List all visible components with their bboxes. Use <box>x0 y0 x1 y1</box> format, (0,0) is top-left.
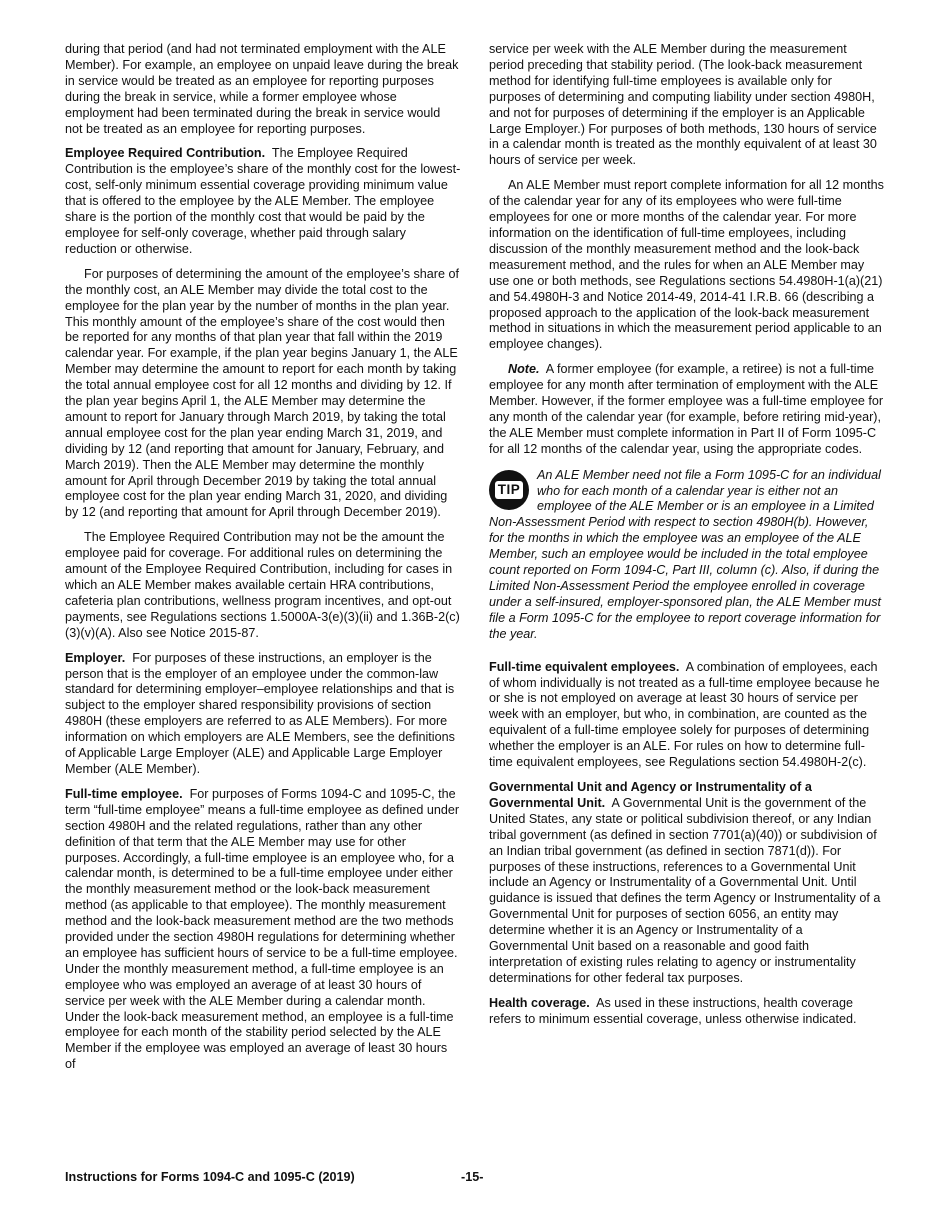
paragraph-monthly-cost: For purposes of determining the amount of the employee’s share of the monthly cost, an ALE Member may divide the total cost to the employee for the plan year by the number of months in the plan year. This monthly amount of the employee’s share of the cost would then be reported for any months of that plan year that fall within the 2019 calendar year. For example, if the plan year begins January 1, the ALE Member may determine the amount to report for each month by taking the total annual employee cost for all 12 months and dividing by 12. If the plan year begins April 1, the ALE Member may determine the amount to report for January through March 2019, by taking the total annual employee cost for the plan year ending March 31, 2019, and dividing by 12 (and reporting that amount for January, February, and March 2019). Then the ALE Member may determine the monthly amount for April through December 2019 by taking the total annual employee cost for the plan year ending March 31, 2020, and dividing by 12 (and reporting that amount for April through December 2019). <box>65 266 459 520</box>
term-employer: Employer. <box>65 650 126 665</box>
note-label: Note. <box>508 362 540 377</box>
paragraph-erc-additional-rules: The Employee Required Contribution may not be the amount the employee paid for coverage. For additional rules on determining the amount of the Employee Required Contribution, including for cases in which an ALE Member makes available certain HRA contributions, cafeteria plan contributions, wellness program incentives, and opt-out payments, see Regulations sections 1.5000A-3(e)(3)(ii) and 1.36B-2(c)(3)(v)(A). Also see Notice 2015-87. <box>65 530 460 640</box>
paragraph-governmental-unit: Governmental Unit and Agency or Instrumentality of a Governmental Unit. A Governmental Unit is the government of the United States, any state or political subdivision thereof, or any Indian tribal government (as defined in section 7701(a)(40)) or subdivision of an Indian tribal government (as defined in section 7871(d)). For purposes of these instructions, references to a Governmental Unit include an Agency or Instrumentality of a Governmental Unit. Until guidance is issued that defines the term Agency or Instrumentality of a Governmental Unit for purposes of section 6056, an entity may determine whether it is an Agency or Instrumentality of a Governmental Unit based on a reasonable and good faith interpretation of existing rules relating to agency or instrumentality determinations for other federal tax purposes. <box>489 779 881 985</box>
paragraph-note: Note. A former employee (for example, a retiree) is not a full-time employee for any month after termination of employment with the ALE Member. However, if the former employee was a full-time employee for any month of the calendar year (for example, before retiring mid-year), the ALE Member must complete information in Part II of Form 1095-C for all 12 months of the calendar year, using the appropriate codes. <box>489 362 884 456</box>
term-full-time-employee: Full-time employee. <box>65 786 183 801</box>
right-column <box>489 42 885 1037</box>
paragraph-employee-required-contribution: Employee Required Contribution. The Employee Required Contribution is the employee’s share of the monthly cost for the lowest-cost, self-only minimum essential coverage providing minimum value that is offered to the employee by the ALE Member. The employee share is the portion of the monthly cost that would be paid by the employee for self-only coverage, whether paid through salary reduction or otherwise. <box>65 146 461 256</box>
page-number: -15- <box>461 1170 484 1184</box>
tip-text: An ALE Member need not file a Form 1095-C for an individual who for each month of a calendar year is either not an employee of the ALE Member or is an employee in a Limited Non-Assessment Period with respect to section 4980H(b). However, for the months in which the employee was an employee of the ALE Member, such an employee would be included in the total employee count reported on Form 1094-C, Part III, column (c). Also, if during the Limited Non-Assessment Period the employee enrolled in coverage under a self-insured, employer-sponsored plan, the ALE Member must file a Form 1095-C for the employee to report coverage information for the year. <box>489 467 882 641</box>
paragraph-complete-information: An ALE Member must report complete information for all 12 months of the calendar year for any of its employees who were full-time employees for one or more months of the calendar year. For more information on the identification of full-time employees, including discussion of the monthly measurement method and the look-back measurement method, and the rules for when an ALE Member may use one or both methods, see Regulations sections 54.4980H-1(a)(21) and 54.4980H-3 and Notice 2014-49, 2014-41 I.R.B. 66 (describing a proposed approach to the application of the look-back measurement method in situations in which the measurement period applicable to an employee changes). <box>489 178 884 352</box>
paragraph-health-coverage: Health coverage. As used in these instructions, health coverage refers to minimum essential coverage, unless otherwise indicated. <box>489 995 857 1026</box>
paragraph-full-time-equivalent: Full-time equivalent employees. A combination of employees, each of whom individually is not treated as a full-time employee because he or she is not employed on average at least 30 hours of service per week with an employer, but who, in combination, are counted as the equivalent of a full-time employee solely for purposes of determining whether the employer is an ALE. For rules on how to determine full-time equivalent employees, see Regulations section 54.4980H-2(c). <box>489 659 880 770</box>
paragraph-employer: Employer. For purposes of these instructions, an employer is the person that is the employer of an employee under the common-law standard for determining employer–employee relationships and that is subject to the employer shared responsibility provisions of section 4980H (these employers are referred to as ALE Members). For more information on which employers are ALE Members, see the definitions of Applicable Large Employer (ALE) and Applicable Large Employer Member (ALE Member). <box>65 650 455 776</box>
term-employee-required-contribution: Employee Required Contribution. <box>65 146 266 161</box>
footer-title: Instructions for Forms 1094-C and 1095-C (2019) <box>65 1170 355 1184</box>
term-full-time-equivalent: Full-time equivalent employees. <box>489 659 680 674</box>
left-column <box>65 42 461 1082</box>
paragraph-break-in-service: during that period (and had not terminated employment with the ALE Member). For example, an employee on unpaid leave during the break in service would be treated as an employee for reporting purposes during the break in service, while a former employee whose employment had been terminated during the break in service would not be treated as an employee for reporting purposes. <box>65 42 459 136</box>
tip-icon: TIP <box>489 470 529 510</box>
paragraph-look-back: service per week with the ALE Member during the measurement period preceding that stability period. (The look-back measurement method for identifying full-time employees is available only for purposes of determining and computing liability under section 4980H, and not for purposes of determining if the employer is an Applicable Large Employer.) For purposes of both methods, 130 hours of service in a calendar month is treated as the monthly equivalent of at least 30 hours of service per week. <box>489 42 877 168</box>
term-governmental-unit: Governmental Unit and Agency or Instrumentality of a Governmental Unit. <box>489 779 812 810</box>
term-health-coverage: Health coverage. <box>489 995 590 1010</box>
tip-box <box>489 468 885 643</box>
paragraph-full-time-employee: Full-time employee. For purposes of Forms 1094-C and 1095-C, the term “full-time employee” means a full-time employee as defined under section 4980H and the related regulations, rather than any other definition of that term that the ALE Member may use for other purposes. Accordingly, a full-time employee is an employee who, for a calendar month, is determined to be a full-time employee under either the monthly measurement method or the look-back measurement method (as applicable to that employee). The monthly measurement method and the look-back measurement method are the two methods provided under the section 4980H regulations for determining whether an employee has sufficient hours of service to be a full-time employee. Under the monthly measurement method, a full-time employee is an employee who was employed an average of at least 30 hours of service per week with the ALE Member during a calendar month. Under the look-back measurement method, an employee is a full-time employee for each month of the stability period selected by the ALE Member if the employee was employed an average of least 30 hours of <box>65 786 460 1072</box>
